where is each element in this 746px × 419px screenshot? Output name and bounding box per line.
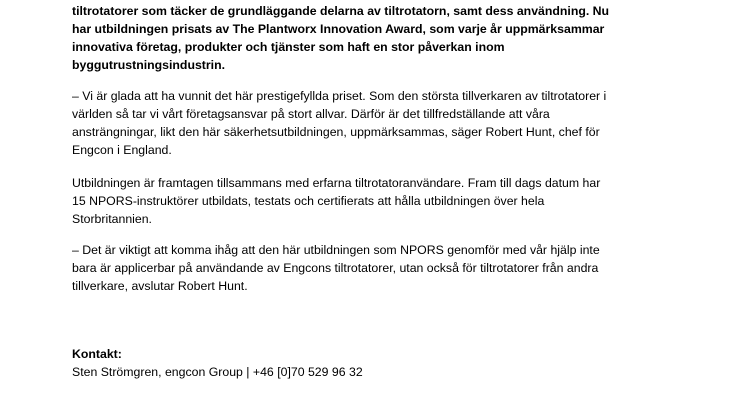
contact-info: Sten Strömgren, engcon Group | +46 [0]70 529 96 32	[72, 365, 363, 379]
paragraph-line: Engcon i England.	[72, 143, 172, 157]
lead-line: tiltrotatorer som täcker de grundläggande delarna av tiltrotatorn, samt dess användning. Nu	[72, 4, 610, 18]
lead-line: byggutrustningsindustrin.	[72, 58, 226, 72]
paragraph-line: – Det är viktigt att komma ihåg att den här utbildningen som NPORS genomför med vår hjälp inte	[72, 243, 600, 257]
quote-paragraph-1	[72, 87, 682, 159]
body-paragraph-2	[72, 174, 682, 228]
paragraph-line: 15 NPORS-instruktörer utbildats, testats och certifierats att hålla utbildningen över hela	[72, 194, 545, 208]
paragraph-line: Utbildningen är framtagen tillsammans med erfarna tiltrotatoranvändare. Fram till dags datum har	[72, 176, 601, 190]
quote-paragraph-3	[72, 241, 682, 295]
paragraph-line: världen så tar vi vårt företagsansvar på stort allvar. Därför är det tillfredställande att våra	[72, 107, 550, 121]
paragraph-line: – Vi är glada att ha vunnit det här prestigefyllda priset. Som den största tillverkaren av tiltrotatorer i	[72, 89, 607, 103]
paragraph-line: bara är applicerbar på användande av Engcons tiltrotatorer, utan också för tiltrotatorer från andra	[72, 261, 599, 275]
paragraph-line: ansträngningar, likt den här säkerhetsutbildningen, uppmärksammas, säger Robert Hunt, chef för	[72, 125, 600, 139]
lead-line: har utbildningen prisats av The Plantworx Innovation Award, som varje år uppmärksammar	[72, 22, 605, 36]
paragraph-line: Storbritannien.	[72, 212, 152, 226]
lead-line: innovativa företag, produkter och tjänster som haft en stor påverkan inom	[72, 40, 505, 54]
contact-label: Kontakt:	[72, 347, 122, 361]
paragraph-line: tillverkare, avslutar Robert Hunt.	[72, 279, 248, 293]
lead-paragraph	[72, 2, 682, 74]
